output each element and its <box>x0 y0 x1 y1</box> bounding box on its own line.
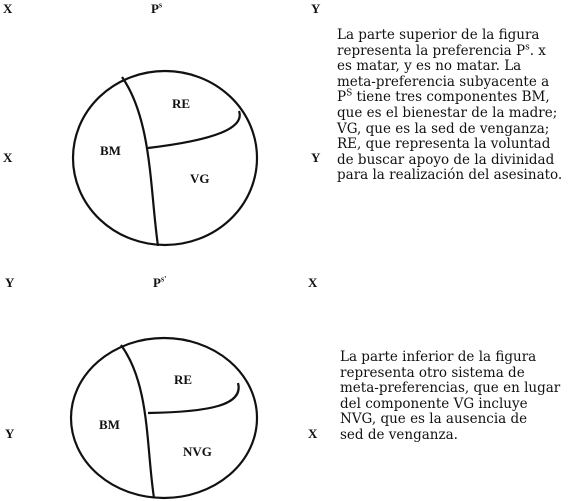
top-explanation-line: VG, que es la sed de venganza; <box>337 120 550 137</box>
bottom-explanation-line: La parte inferior de la figura <box>340 349 537 365</box>
top-explanation-fragment: P <box>337 89 347 106</box>
top-explanation-line <box>337 90 577 106</box>
top-region-re: RE <box>172 96 191 111</box>
top-circle-group <box>73 71 257 246</box>
top-explanation-line: de buscar apoyo de la divinidad <box>337 151 555 168</box>
bottom-preference-superscript: s' <box>160 274 167 284</box>
top-divider-horizontal <box>148 111 240 148</box>
top-explanation-line: es matar, y es no matar. La <box>337 58 522 75</box>
bottom-explanation-line: del componente VG incluye <box>340 395 528 412</box>
bottom-region-nvg: NVG <box>183 444 212 459</box>
top-preference-letter: P <box>151 1 159 16</box>
top-explanation-fragment: tiene tres componentes BM, <box>352 89 550 106</box>
bottom-circle-group <box>71 338 257 498</box>
bottom-divider-vertical <box>121 345 154 498</box>
top-explanation-line: La parte superior de la figura <box>337 27 540 43</box>
bottom-side-left-label: Y <box>5 426 15 441</box>
bottom-side-right-label: X <box>308 426 318 441</box>
top-region-bm: BM <box>100 143 121 158</box>
bottom-explanation-line: NVG, que es la ausencia de <box>340 411 528 428</box>
bottom-corner-left-label: Y <box>5 275 15 290</box>
bottom-explanation-line: representa otro sistema de <box>340 364 525 381</box>
top-explanation-line: que es el bienestar de la madre; <box>337 104 558 121</box>
top-explanation-line <box>337 44 577 60</box>
bottom-explanation-line: sed de venganza. <box>340 426 458 443</box>
bottom-region-bm: BM <box>99 417 120 432</box>
top-explanation-line: para la realización del asesinato. <box>337 167 563 184</box>
bottom-explanation-line: meta-preferencias, que en lugar <box>340 380 561 397</box>
bottom-corner-right-label: X <box>308 275 318 290</box>
top-side-right-label: Y <box>311 150 321 165</box>
top-explanation-fragment: . x <box>529 42 546 59</box>
top-explanation <box>337 28 577 184</box>
top-explanation-fragment: representa la preferencia P <box>337 42 526 59</box>
bottom-region-re: RE <box>174 372 193 387</box>
bottom-divider-horizontal <box>148 383 239 413</box>
bottom-explanation <box>340 350 576 444</box>
top-explanation-line: RE, que representa la voluntad <box>337 136 551 153</box>
top-explanation-superscript: s <box>525 42 530 53</box>
top-explanation-superscript: S <box>346 88 353 99</box>
top-divider-vertical <box>122 77 158 246</box>
top-corner-left-label: X <box>3 1 13 16</box>
top-circle <box>73 71 257 245</box>
top-region-vg: VG <box>190 171 210 186</box>
top-side-left-label: X <box>3 150 13 165</box>
bottom-preference-letter: P <box>153 275 161 290</box>
top-explanation-line: meta-preferencia subyacente a <box>337 73 550 90</box>
top-preference-superscript: s <box>158 0 163 10</box>
top-corner-right-label: Y <box>311 1 321 16</box>
